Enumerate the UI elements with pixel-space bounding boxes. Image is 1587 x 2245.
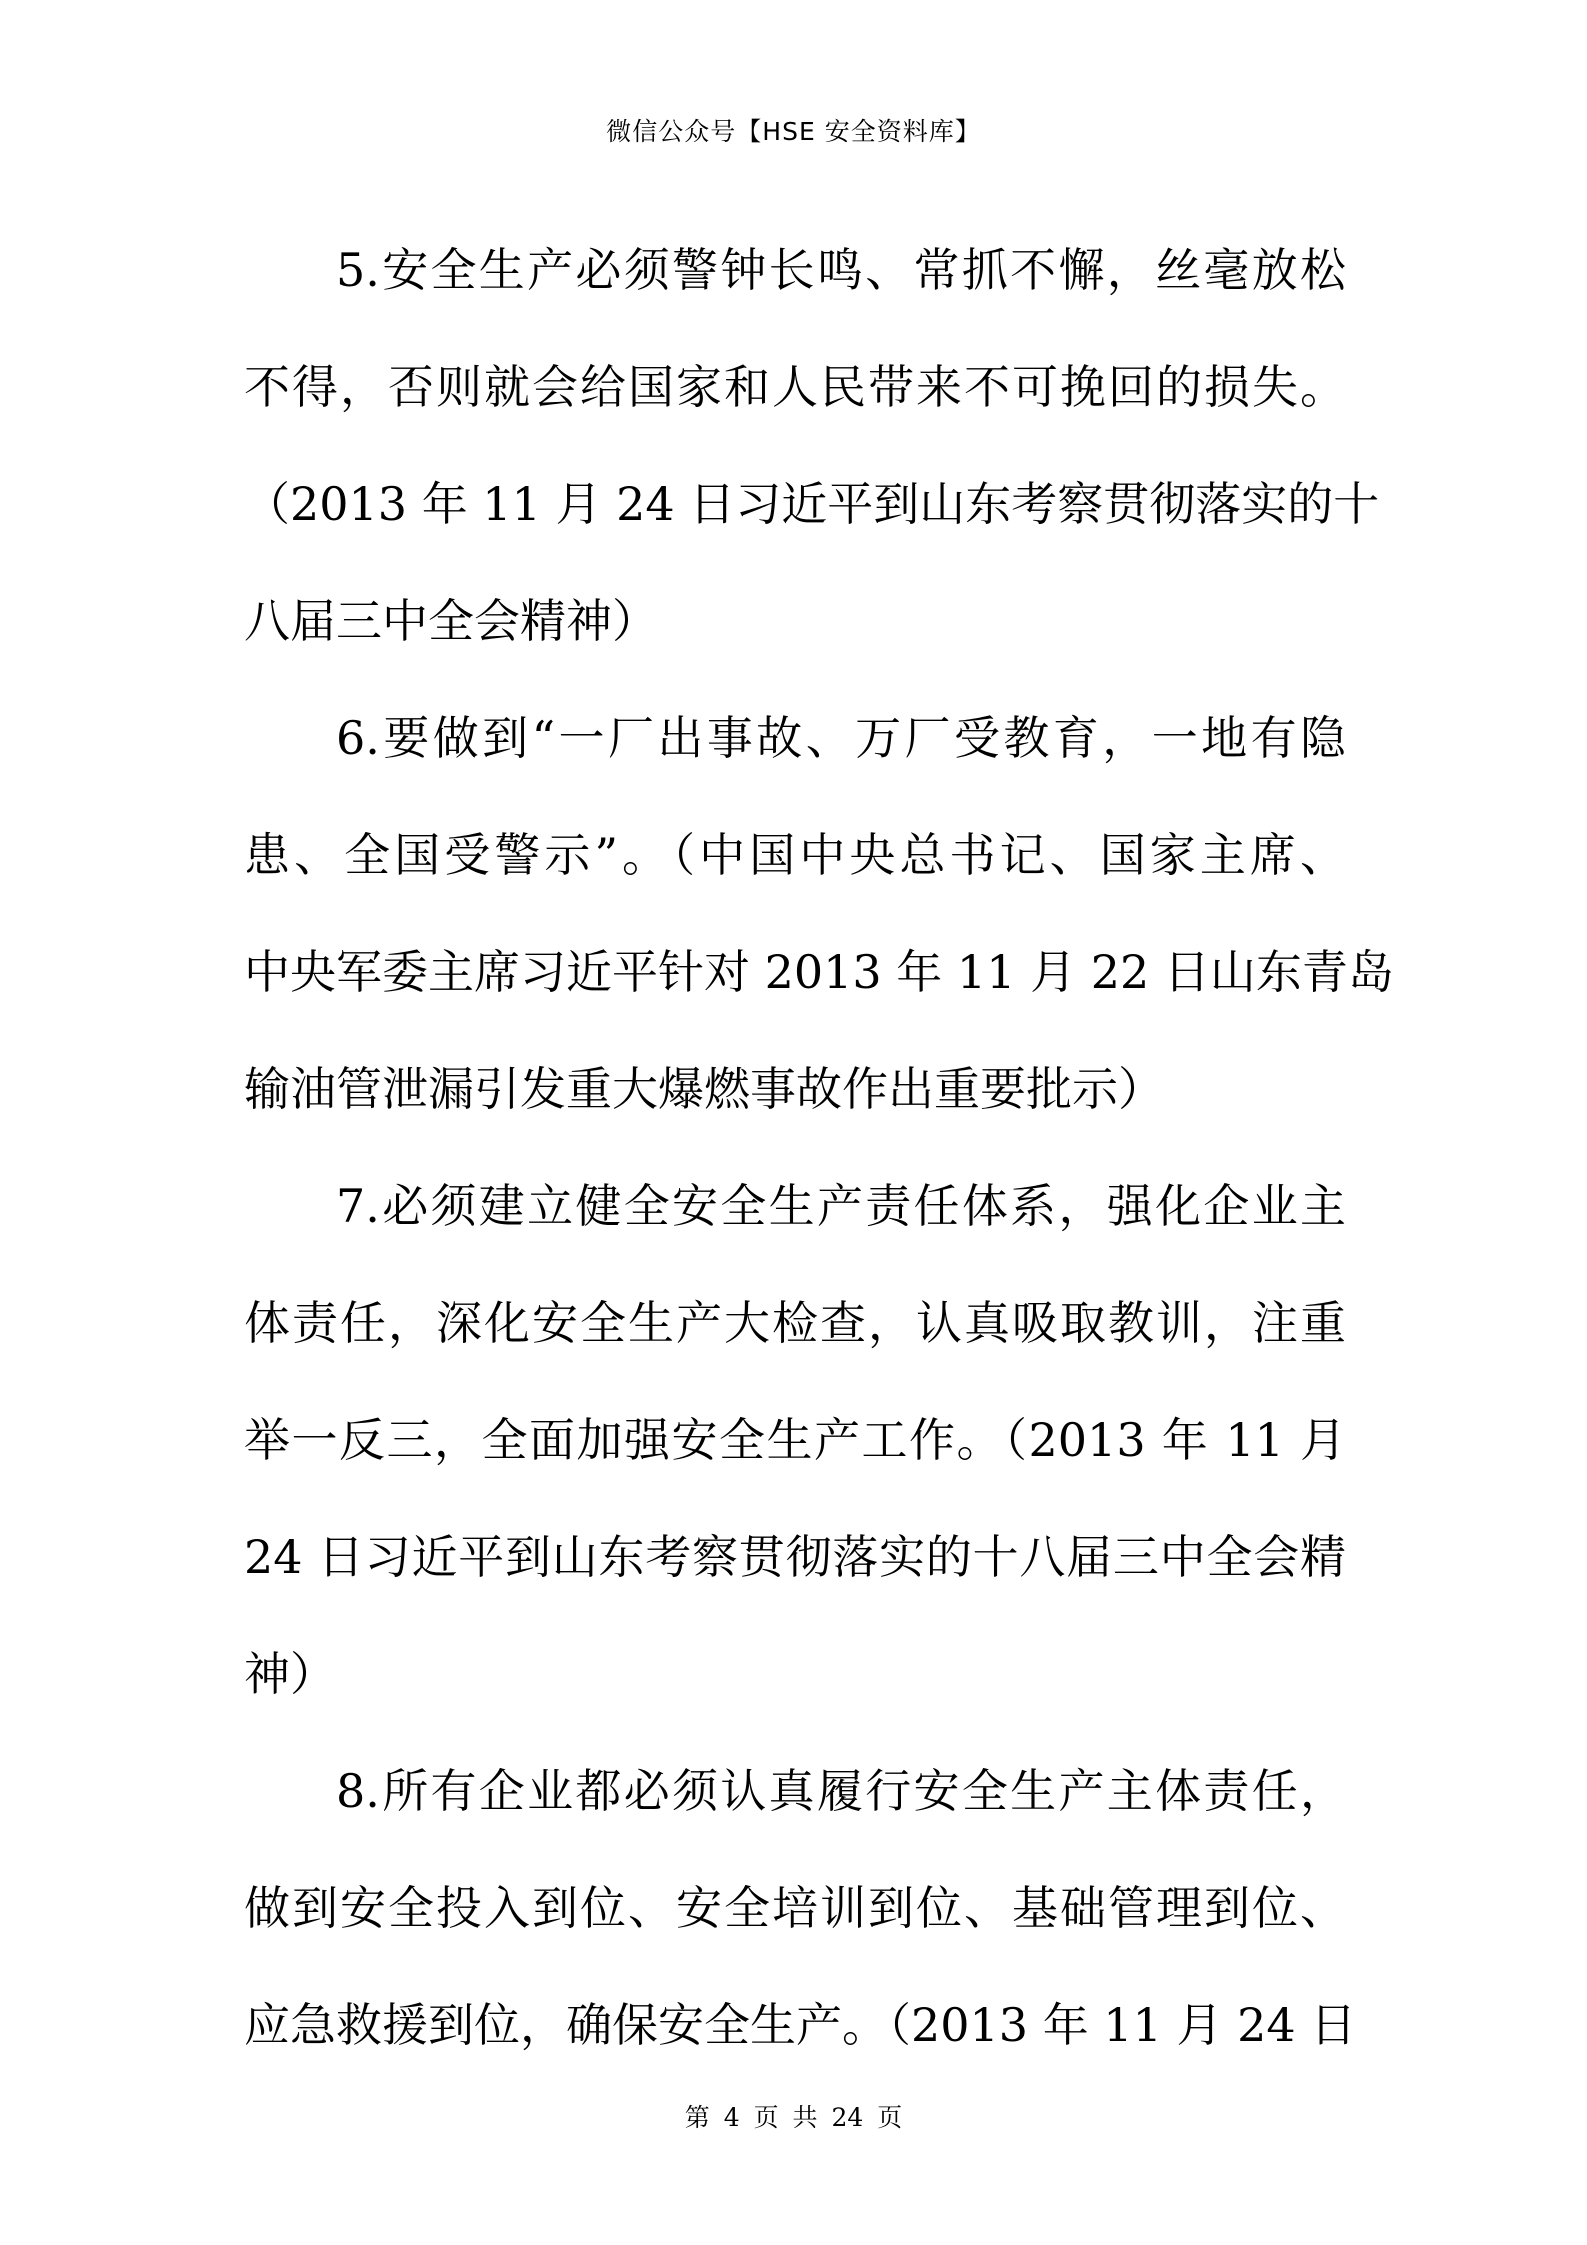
text-line: 应急救援到位，确保安全生产。（2013 年 11 月 24 日 <box>244 1998 1357 2052</box>
text-line: 5.安全生产必须警钟长鸣、常抓不懈，丝毫放松 <box>336 243 1346 297</box>
text-line: 体责任，深化安全生产大检查，认真吸取教训，注重 <box>244 1296 1346 1350</box>
text-line: 做到安全投入到位、安全培训到位、基础管理到位、 <box>244 1881 1346 1935</box>
text-line: 8.所有企业都必须认真履行安全生产主体责任， <box>336 1764 1346 1818</box>
text-line: 举一反三，全面加强安全生产工作。（2013 年 11 月 <box>244 1413 1346 1467</box>
text-line: 神） <box>244 1647 336 1701</box>
page-header: 微信公众号【HSE 安全资料库】 <box>606 117 981 146</box>
paragraph-6 <box>244 680 1394 1148</box>
text-line: 6.要做到“一厂出事故、万厂受教育，一地有隐 <box>336 711 1346 765</box>
page-number: 第 4 页 共 24 页 <box>684 2103 903 2132</box>
text-line: 24 日习近平到山东考察贯彻落实的十八届三中全会精 <box>244 1530 1346 1584</box>
text-line: 八届三中全会精神） <box>244 594 658 648</box>
text-line: 输油管泄漏引发重大爆燃事故作出重要批示） <box>244 1062 1164 1116</box>
paragraph-8 <box>244 1733 1357 2084</box>
document-body <box>244 212 1394 2084</box>
text-line: 不得，否则就会给国家和人民带来不可挽回的损失。 <box>244 360 1346 414</box>
text-line: 7.必须建立健全安全生产责任体系，强化企业主 <box>336 1179 1346 1233</box>
text-line: 中央军委主席习近平针对 2013 年 11 月 22 日山东青岛 <box>244 945 1394 999</box>
text-line: （2013 年 11 月 24 日习近平到山东考察贯彻落实的十 <box>244 477 1380 531</box>
paragraph-7 <box>244 1148 1346 1733</box>
paragraph-5 <box>244 212 1380 680</box>
text-line: 患、全国受警示”。（中国中央总书记、国家主席、 <box>244 828 1346 882</box>
